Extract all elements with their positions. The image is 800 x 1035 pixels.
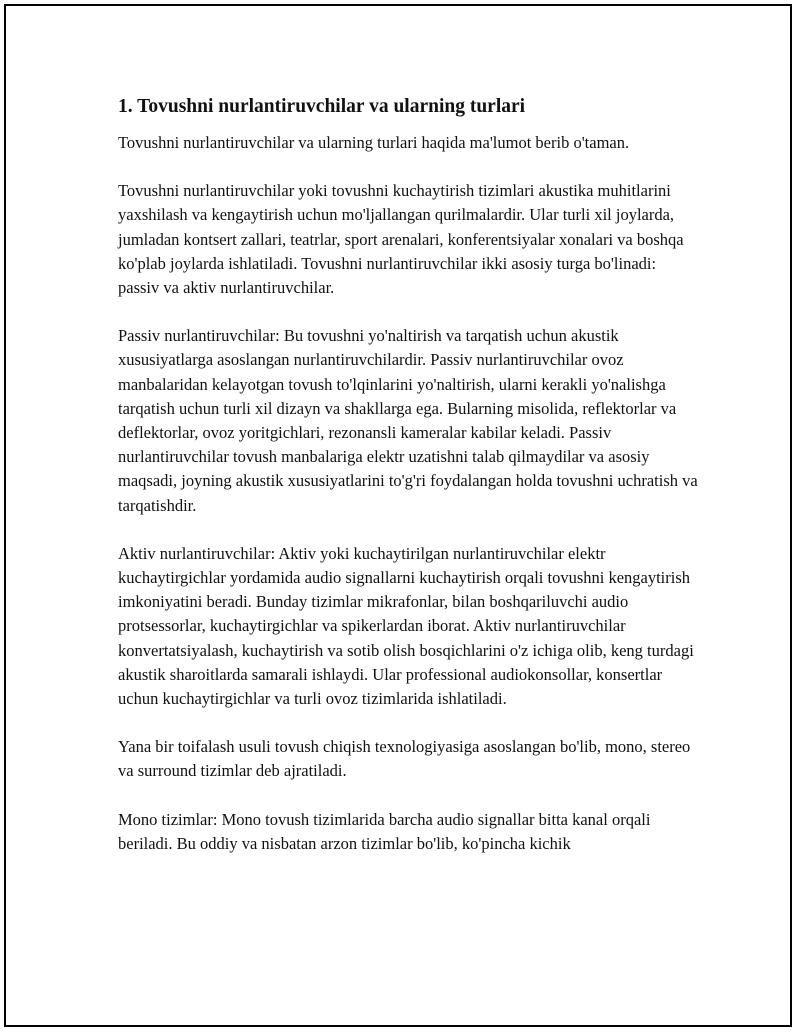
paragraph-active: Aktiv nurlantiruvchilar: Aktiv yoki kuchaytirilgan nurlantiruvchilar elektr kuchaytirgichlar yordamida audio signallarni kuchaytirish orqali tovushni kengaytirish imkoniyatini beradi. Bunday tizimlar mikrafonlar, bilan boshqariluvchi audio protsessorlar, kuchaytirgichlar va spikerlardan iborat. Aktiv nurlantiruvchilar konvertatsiyalash, kuchaytirish va sotib olish bosqichlarini o'z ichiga olib, keng turdagi akustik sharoitlarda samarali ishlaydi. Ular professional audiokonsollar, konsertlar uchun kuchaytirgichlar va turli ovoz tizimlarida ishlatiladi. bbox=[118, 543, 694, 709]
paragraph-overview: Tovushni nurlantiruvchilar yoki tovushni kuchaytirish tizimlari akustika muhitlarini yaxshilash va kengaytirish uchun mo'ljallangan qurilmalardir. Ular turli xil joylarda, jumladan kontsert zallari, teatrlar, sport arenalari, konferentsiyalar xonalari va boshqa ko'plab joylarda ishlatiladi. Tovushni nurlantiruvchilar ikki asosiy turga bo'linadi: passiv va aktiv nurlantiruvchilar. bbox=[118, 181, 684, 298]
paragraph-classification: Yana bir toifalash usuli tovush chiqish texnologiyasiga asoslangan bo'lib, mono, stereo va surround tizimlar deb ajratiladi. bbox=[118, 737, 691, 781]
paragraph-mono: Mono tizimlar: Mono tovush tizimlarida barcha audio signallar bitta kanal orqali beriladi. Bu oddiy va nisbatan arzon tizimlar bo'lib, ko'pincha kichik bbox=[118, 809, 651, 853]
paragraph-passive: Passiv nurlantiruvchilar: Bu tovushni yo'naltirish va tarqatish uchun akustik xususiyatlarga asoslangan nurlantiruvchilardir. Passiv nurlantiruvchilar ovoz manbalaridan kelayotgan tovush to'lqinlarini yo'naltirish, ularni kerakli yo'nalishga tarqatish uchun turli xil dizayn va shakllarga ega. Bularning misolida, reflektorlar va deflektorlar, ovoz yoritgichlari, rezonansli kameralar kabilar keladi. Passiv nurlantiruvchilar tovush manbalariga elektr uzatishni talab qilmaydilar va asosiy maqsadi, joyning akustik xususiyatlarini to'g'ri foydalangan holda tovushni uchratish va tarqatishdir. bbox=[118, 326, 698, 515]
paragraph-intro: Tovushni nurlantiruvchilar va ularning turlari haqida ma'lumot berib o'taman. bbox=[118, 133, 630, 152]
section-heading: 1. Tovushni nurlantiruvchilar va ularning turlari bbox=[118, 96, 526, 117]
document-body bbox=[118, 94, 698, 880]
